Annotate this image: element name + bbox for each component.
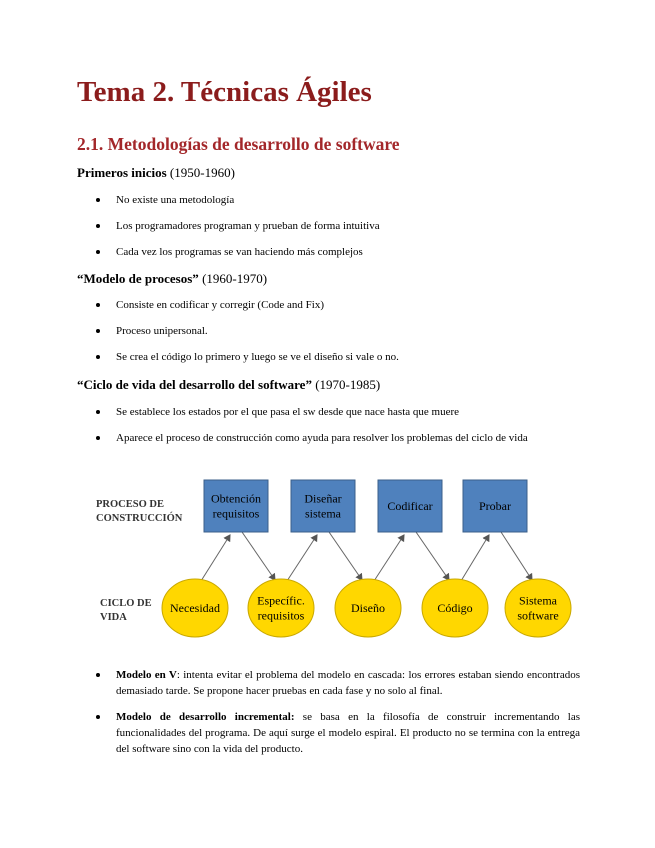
list-item: [0, 399, 528, 425]
process-box-label: sistema: [305, 506, 341, 521]
lifecycle-ellipse-label: software: [517, 608, 559, 623]
diagram-label-construction-1: PROCESO DE: [96, 499, 164, 510]
list-item-text: Cada vez los programas se van haciendo más complejos: [116, 246, 363, 258]
section-heading-3-bold: “Ciclo de vida del desarrollo del software”: [77, 377, 312, 392]
list-item: [0, 318, 399, 344]
diagram-arrow: [374, 535, 404, 581]
list-item: [0, 344, 399, 370]
paragraph-list: [0, 667, 580, 767]
paragraph-term: Modelo de desarrollo incremental:: [116, 711, 295, 723]
lifecycle-ellipse-label: requisitos: [257, 608, 305, 623]
bullet-list-3: [0, 399, 528, 451]
bullet-icon: [96, 198, 100, 202]
section-title: 2.1. Metodologías de desarrollo de software: [77, 134, 400, 154]
lifecycle-ellipse-label: Específic.: [257, 593, 305, 608]
bullet-icon: [96, 436, 100, 440]
lifecycle-ellipse-label: Necesidad: [170, 601, 220, 616]
list-item: [0, 187, 380, 213]
section-heading-1-period: (1950-1960): [166, 165, 235, 180]
bullet-icon: [96, 224, 100, 228]
section-heading-1: [77, 165, 235, 181]
section-heading-3-period: (1970-1985): [311, 377, 381, 392]
section-heading-2-bold: “Modelo de procesos”: [77, 271, 199, 286]
section-heading-1-bold: Primeros inicios: [77, 165, 167, 180]
list-item-text: Los programadores programan y prueban de forma intuitiva: [116, 220, 380, 232]
list-item-text: Consiste en codificar y corregir (Code and Fix): [116, 299, 325, 311]
lifecycle-diagram: [90, 470, 580, 645]
diagram-arrow: [329, 532, 362, 580]
bullet-icon: [96, 250, 100, 254]
life-cycle-ellipses: [162, 579, 571, 637]
construction-process-boxes: [204, 480, 527, 532]
section-heading-3: [77, 377, 380, 393]
bullet-icon: [96, 355, 100, 359]
paragraph-term: Modelo en V: [116, 669, 177, 681]
lifecycle-ellipse-label: Sistema: [519, 593, 557, 608]
process-box-label: Probar: [479, 499, 511, 514]
page-title: Tema 2. Técnicas Ágiles: [77, 76, 372, 108]
lifecycle-ellipse-label: Código: [437, 601, 473, 616]
bullet-icon: [96, 715, 100, 719]
bullet-icon: [96, 673, 100, 677]
list-item-text: Se establece los estados por el que pasa el sw desde que nace hasta que muere: [116, 406, 460, 418]
bullet-icon: [96, 329, 100, 333]
bullet-icon: [96, 410, 100, 414]
list-item: [0, 667, 580, 699]
diagram-arrows: [201, 532, 532, 581]
section-heading-2: [77, 271, 267, 287]
process-box-label: Diseñar: [304, 491, 342, 506]
diagram-arrow: [201, 535, 230, 581]
diagram-label-lifecycle-1: CICLO DE: [100, 598, 152, 609]
bullet-list-1: [0, 187, 380, 265]
diagram-arrow: [501, 532, 532, 580]
paragraph-text: : intenta evitar el problema del modelo en cascada: los errores estaban siendo encontrados demasiado tarde. Se propone hacer pruebas en cada fase y no solo al final.: [116, 669, 580, 697]
paragraph-text: se basa en la filosofía de construir incrementando las funcionalidades del programa. De aquí surge el modelo espiral. El producto no se termina con la entrega del software sino con la vida del producto.: [116, 711, 580, 755]
list-item: [0, 425, 528, 451]
diagram-label-construction-2: CONSTRUCCIÓN: [96, 513, 183, 524]
bullet-icon: [96, 303, 100, 307]
process-box-label: Obtención: [211, 491, 261, 506]
list-item: [0, 213, 380, 239]
list-item: [0, 709, 580, 757]
diagram-arrow: [287, 535, 317, 581]
diagram-arrow: [461, 535, 489, 581]
list-item-text: Se crea el código lo primero y luego se ve el diseño si vale o no.: [116, 351, 399, 363]
diagram-arrow: [242, 532, 275, 580]
section-heading-2-period: (1960-1970): [198, 271, 268, 286]
diagram-arrow: [416, 532, 449, 580]
list-item: [0, 292, 399, 318]
list-item: [0, 239, 380, 265]
list-item-text: No existe una metodología: [116, 194, 235, 206]
lifecycle-ellipse-label: Diseño: [351, 601, 385, 616]
diagram-label-lifecycle-2: VIDA: [100, 612, 127, 623]
bullet-list-2: [0, 292, 399, 370]
process-box-label: requisitos: [212, 506, 260, 521]
process-box-label: Codificar: [387, 499, 433, 514]
list-item-text: Aparece el proceso de construcción como ayuda para resolver los problemas del ciclo de vida: [116, 432, 528, 444]
list-item-text: Proceso unipersonal.: [116, 325, 208, 337]
